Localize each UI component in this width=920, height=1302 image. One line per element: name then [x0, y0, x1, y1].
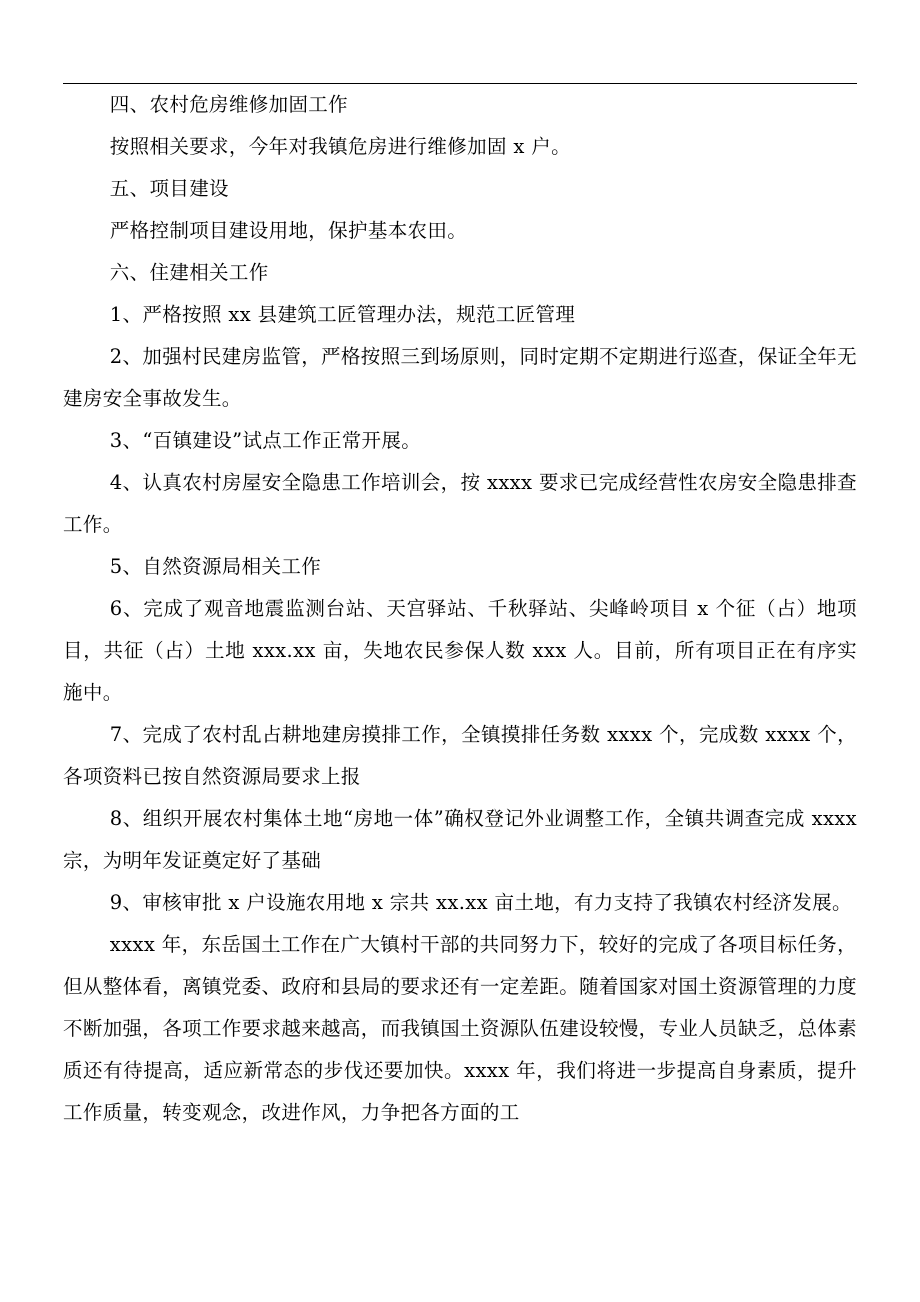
list-item: 5、自然资源局相关工作 [109, 555, 322, 578]
document-body [63, 84, 857, 1134]
list-item: 4、认真农村房屋安全隐患工作培训会，按 xxxx 要求已完成经营性农房安全隐患排查工作。 [63, 471, 857, 536]
list-item: 6、完成了观音地震监测台站、天宫驿站、千秋驿站、尖峰岭项目 x 个征（占）地项目，共征（占）土地 xxx.xx 亩，失地农民参保人数 xxx 人。目前，所有项目正在有序实施中。 [63, 597, 857, 704]
list-item: 3、“百镇建设”试点工作正常开展。 [109, 429, 422, 452]
list-item: 9、审核审批 x 户设施农用地 x 宗共 xx.xx 亩土地，有力支持了我镇农村经济发展。 [109, 891, 852, 914]
section-heading-housing-construction: 六、住建相关工作 [109, 261, 269, 284]
list-item: 1、严格按照 xx 县建筑工匠管理办法，规范工匠管理 [109, 303, 576, 326]
list-item: 7、完成了农村乱占耕地建房摸排工作，全镇摸排任务数 xxxx 个，完成数 xxxx 个，各项资料已按自然资源局要求上报 [63, 723, 857, 788]
list-item: 2、加强村民建房监管，严格按照三到场原则，同时定期不定期进行巡查，保证全年无建房安全事故发生。 [63, 345, 858, 410]
summary-paragraph: xxxx 年，东岳国土工作在广大镇村干部的共同努力下，较好的完成了各项目标任务，但从整体看，离镇党委、政府和县局的要求还有一定差距。随着国家对国土资源管理的力度不断加强，各项工作要求越来越高，而我镇国土资源队伍建设较慢，专业人员缺乏，总体素质还有待提高，适应新常态的步伐还要加快。xxxx 年，我们将进一步提高自身素质，提升工作质量，转变观念，改进作风，力争把各方面的工 [63, 933, 858, 1124]
section-heading-project-construction: 五、项目建设 [109, 177, 229, 200]
paragraph: 按照相关要求，今年对我镇危房进行维修加固 x 户。 [109, 135, 571, 158]
section-heading-rural-housing: 四、农村危房维修加固工作 [109, 93, 348, 116]
paragraph: 严格控制项目建设用地，保护基本农田。 [109, 219, 468, 242]
list-item: 8、组织开展农村集体土地“房地一体”确权登记外业调整工作，全镇共调查完成 xxxx 宗，为明年发证奠定好了基础 [63, 807, 857, 872]
